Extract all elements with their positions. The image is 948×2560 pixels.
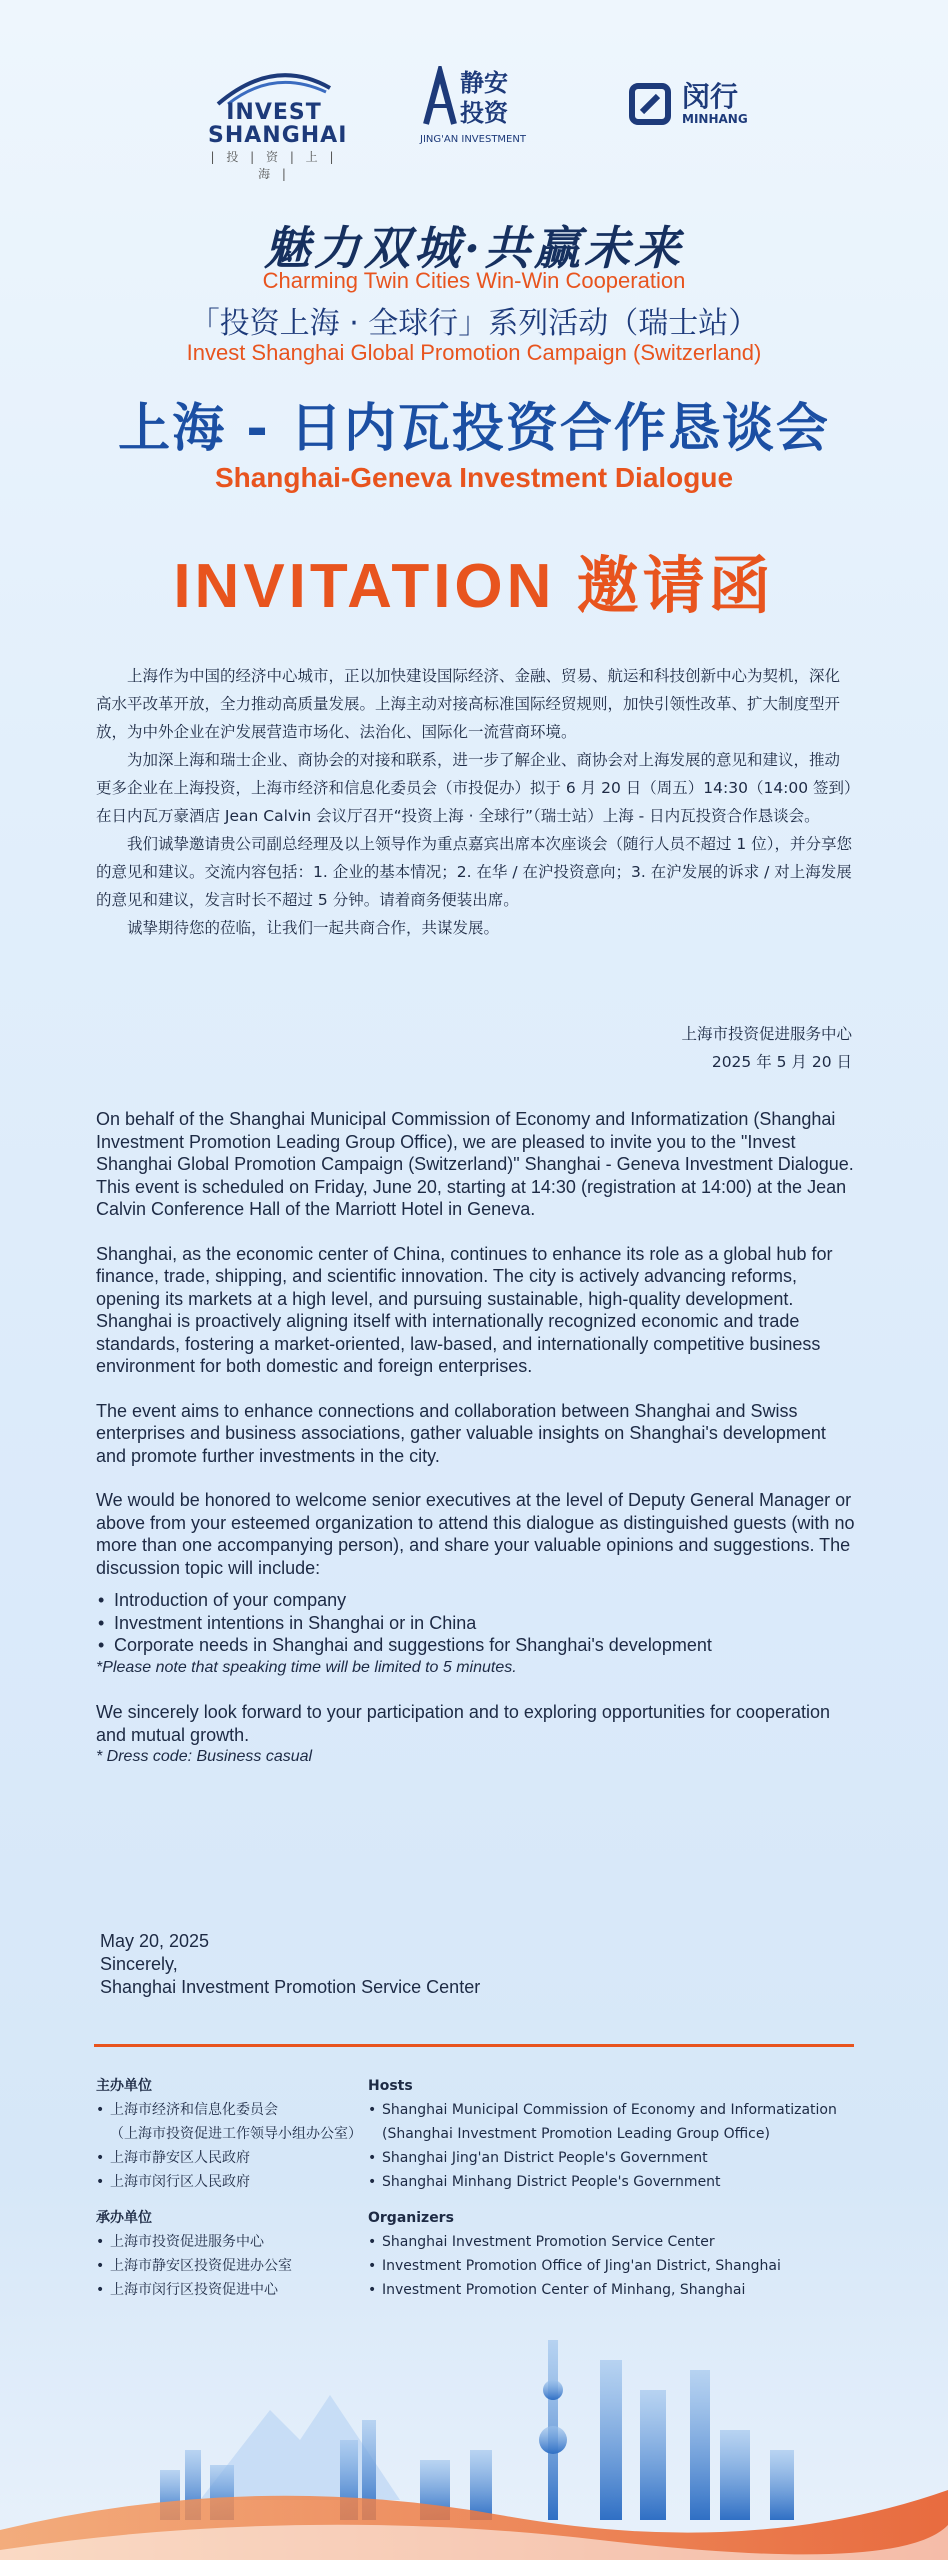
en-paragraph: We would be honored to welcome senior executives at the level of Deputy General Manager or above from your esteemed organization to attend this dialogue as distinguished guests (with no more than one accompanying person), and share your valuable opinions and suggestions. The discussion topic will include: — [96, 1490, 855, 1578]
invitation-heading: INVITATION 邀请函 — [173, 552, 775, 621]
slogan-en: Charming Twin Cities Win-Win Cooperation — [262, 268, 686, 293]
organizer-en-item: • Investment Promotion Office of Jing'an District, Shanghai — [368, 2254, 888, 2278]
organizer-cn-item: • 上海市投资促进服务中心 — [96, 2230, 436, 2254]
series-cn: 「投资上海 · 全球行」系列活动（瑞士站） — [189, 306, 759, 341]
orange-divider — [94, 2044, 854, 2047]
cn-paragraph: 我们诚挚邀请贵公司副总经理及以上领导作为重点嘉宾出席本次座谈会（随行人员不超过 1 位），并分享您的意见和建议。交流内容包括：1. 企业的基本情况；2. 在华 / 在沪投资意向；3. 在沪发展的诉求 / 对上海发展的意见和建议，发言时长不超过 5 分钟。请着商务便装出席。 — [96, 835, 852, 909]
minhang-mark-icon — [628, 82, 672, 126]
page-title-en: Shanghai-Geneva Investment Dialogue — [214, 462, 734, 493]
logo-bar — [0, 66, 948, 181]
cn-sign-date: 2025 年 5 月 20 日 — [711, 1053, 852, 1071]
en-paragraph: On behalf of the Shanghai Municipal Commission of Economy and Informatization (Shanghai Investment Promotion Leading Group Office), we are pleased to invite you to the "Invest Shanghai Global Promotion Campaign (Switzerland)" Shanghai - Geneva Investment Dialogue. This event is scheduled on Friday, June 20, starting at 14:30 (registration at 14:00) at the Jean Calvin Conference Hall of the Marriott Hotel in Geneva. — [96, 1109, 854, 1219]
english-signature — [100, 1930, 480, 1999]
en-paragraph: We sincerely look forward to your participation and to exploring opportunities for cooperation and mutual growth. — [96, 1702, 831, 1745]
organizer-cn-item: • 上海市静安区投资促进办公室 — [96, 2254, 436, 2278]
minhang-logo: 闵行 MINHANG — [628, 66, 778, 126]
topic-item: • Corporate needs in Shanghai and suggestions for Shanghai's development — [96, 1634, 856, 1657]
en-sign-close: Sincerely, — [100, 1954, 178, 1974]
organizers-en-title: Organizers — [368, 2210, 454, 2226]
host-en-item: • Shanghai Minhang District People's Government — [368, 2170, 888, 2194]
host-cn-item: • 上海市闵行区人民政府 — [96, 2170, 436, 2194]
speaking-time-note: *Please note that speaking time will be limited to 5 minutes. — [96, 1658, 517, 1676]
en-paragraph: The event aims to enhance connections and collaboration between Shanghai and Swiss enterprises and business associations, gather valuable insights on Shanghai's development and promote further investments in the city. — [96, 1400, 826, 1466]
host-en-item: • Shanghai Municipal Commission of Economy and Informatization — [368, 2098, 888, 2122]
host-cn-item: • 上海市经济和信息化委员会 — [96, 2098, 436, 2122]
en-sign-org: Shanghai Investment Promotion Service Center — [100, 1977, 481, 1997]
host-cn-item: • 上海市静安区人民政府 — [96, 2146, 436, 2170]
organizer-cn-item: • 上海市闵行区投资促进中心 — [96, 2278, 436, 2302]
english-letter-body — [96, 1108, 856, 1791]
en-sign-date: May 20, 2025 — [100, 1931, 210, 1951]
invest-shanghai-logo: INVEST SHANGHAI | 投 | 资 | 上 | 海 | — [208, 66, 340, 182]
page-title-cn: 上海 - 日内瓦投资合作恳谈会 — [118, 399, 830, 459]
hosts-cn-title: 主办单位 — [96, 2078, 152, 2094]
en-paragraph: Shanghai, as the economic center of China, continues to enhance its role as a global hub for finance, trade, shipping, and scientific innovation. The city is actively advancing reforms, opening its markets at a high level, and pursuing sustainable, high-quality development. Shanghai is proactively aligning itself with internationally recognized economic and trade standards, fostering a market-oriented, law-based, and internationally competitive business environment for both domestic and foreign enterprises. — [96, 1243, 833, 1376]
host-cn-item: （上海市投资促进工作领导小组办公室） — [110, 2126, 362, 2142]
slogan-cn: 魅力双城·共赢未来 — [263, 221, 684, 275]
organizers-en — [368, 2206, 888, 2302]
cn-paragraph: 诚挚期待您的莅临，让我们一起共商合作，共谋发展。 — [127, 919, 500, 937]
chinese-letter-body — [96, 662, 852, 942]
organizers-cn-title: 承办单位 — [96, 2210, 152, 2226]
organizer-en-item: • Shanghai Investment Promotion Service Center — [368, 2230, 888, 2254]
organizer-en-item: • Investment Promotion Center of Minhang, Shanghai — [368, 2278, 888, 2302]
hosts-en-title: Hosts — [368, 2078, 413, 2094]
host-en-item: (Shanghai Investment Promotion Leading Group Office) — [382, 2126, 770, 2142]
topic-item: • Investment intentions in Shanghai or in China — [96, 1612, 856, 1635]
cn-paragraph: 为加深上海和瑞士企业、商协会的对接和联系，进一步了解企业、商协会对上海发展的意见和建议，推动更多企业在上海投资，上海市经济和信息化委员会（市投促办）拟于 6 月 20 日（周五）14:30（14:00 签到）在日内瓦万豪酒店 Jean Calvin 会议厅召开“投资上海 · 全球行”（瑞士站）上海 - 日内瓦投资合作恳谈会。 — [96, 751, 852, 825]
cn-sign-org: 上海市投资促进服务中心 — [681, 1025, 852, 1043]
cn-paragraph: 上海作为中国的经济中心城市，正以加快建设国际经济、金融、贸易、航运和科技创新中心为契机，深化高水平改革开放，全力推动高质量发展。上海主动对接高标准国际经贸规则，加快引领性改革、扩大制度型开放，为中外企业在沪发展营造市场化、法治化、国际化一流营商环境。 — [96, 667, 841, 741]
series-en: Invest Shanghai Global Promotion Campaign (Switzerland) — [186, 340, 762, 365]
city-skyline-illustration — [0, 2300, 948, 2560]
dress-code-note: * Dress code: Business casual — [96, 1748, 313, 1765]
host-en-item: • Shanghai Jing'an District People's Government — [368, 2146, 888, 2170]
chinese-signature — [681, 1020, 852, 1076]
jingan-mark-icon — [420, 66, 460, 130]
jingan-investment-logo: 静安 投资 JING'AN INVESTMENT — [420, 66, 530, 145]
topic-item: • Introduction of your company — [96, 1589, 856, 1612]
hosts-en — [368, 2074, 888, 2194]
topic-list — [96, 1589, 856, 1657]
